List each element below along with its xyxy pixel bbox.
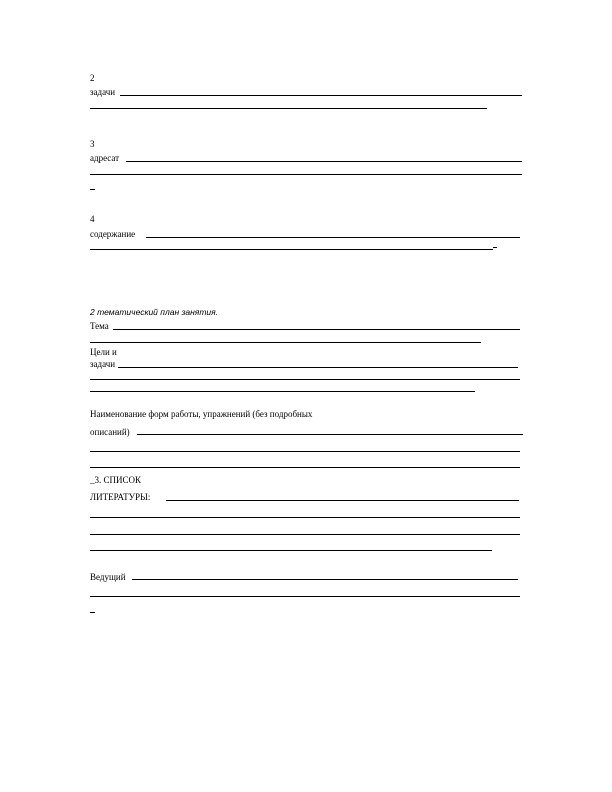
leader-line-3[interactable] (90, 612, 95, 613)
forms-label-line-2: описаний) (90, 427, 130, 437)
section-3-line-3[interactable] (90, 189, 95, 190)
section-4-line-2-tail (493, 247, 497, 248)
literature-line-3[interactable] (90, 534, 520, 535)
forms-line-2[interactable] (90, 451, 520, 452)
topic-line-1[interactable] (113, 329, 520, 330)
topic-label: Тема (90, 321, 109, 331)
section-4-number: 4 (90, 214, 95, 224)
section-2-line-1[interactable] (120, 95, 522, 96)
section-4-line-1[interactable] (146, 237, 520, 238)
section-3-line-2[interactable] (90, 174, 522, 175)
literature-line-1[interactable] (166, 500, 519, 501)
goals-line-2[interactable] (90, 379, 520, 380)
section-2-number: 2 (90, 73, 95, 83)
section-2-label: задачи (90, 87, 116, 97)
section-3-label: адресат (90, 153, 120, 163)
section-3-number: 3 (90, 139, 95, 149)
forms-line-1[interactable] (137, 434, 523, 435)
section-2-line-2[interactable] (90, 108, 487, 109)
forms-line-3[interactable] (90, 467, 520, 468)
goals-line-1[interactable] (118, 367, 518, 368)
section-4-label: содержание (90, 229, 136, 239)
literature-heading-line-1: _3. СПИСОК (90, 475, 142, 485)
thematic-plan-heading: 2 тематический план занятия. (90, 307, 219, 317)
goals-label-line-1: Цели и (90, 347, 117, 357)
leader-line-2[interactable] (90, 596, 520, 597)
literature-line-4[interactable] (90, 550, 492, 551)
section-4-line-2[interactable] (90, 249, 493, 250)
goals-label-line-2: задачи (90, 359, 116, 369)
leader-label: Ведущий (90, 572, 126, 582)
forms-label-line-1: Наименование форм работы, упражнений (без подробных (90, 409, 313, 419)
leader-line-1[interactable] (132, 579, 518, 580)
literature-heading-line-2: ЛИТЕРАТУРЫ: (90, 492, 151, 502)
topic-line-2[interactable] (90, 342, 481, 343)
section-3-line-1[interactable] (126, 161, 522, 162)
literature-line-2[interactable] (90, 517, 520, 518)
goals-line-3[interactable] (90, 391, 475, 392)
